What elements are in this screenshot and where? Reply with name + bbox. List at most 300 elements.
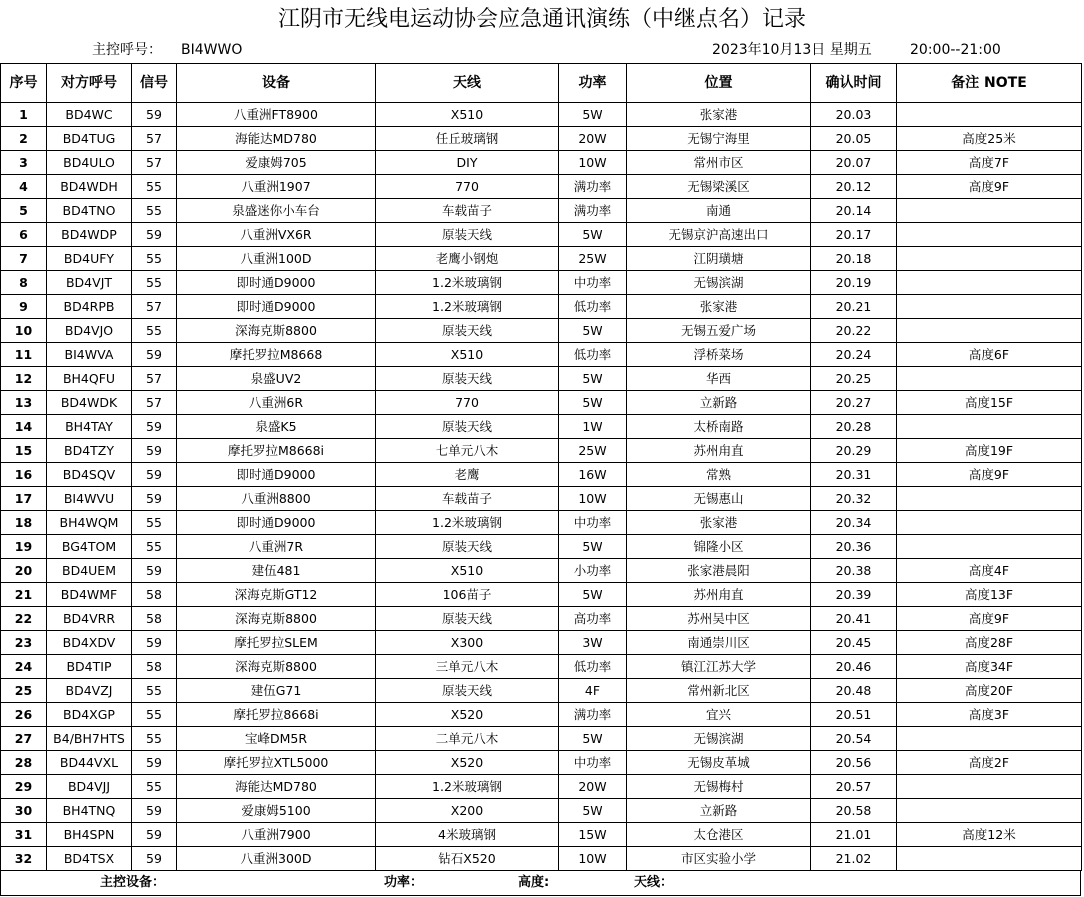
row-index-cell: 4 [1, 175, 47, 199]
power-cell: 1W [559, 415, 627, 439]
table-row [1, 823, 1082, 847]
location-cell: 无锡梅村 [627, 775, 811, 799]
location-cell: 苏州甪直 [627, 439, 811, 463]
call-sign-cell: BD4TIP [47, 655, 132, 679]
note-cell [897, 247, 1082, 271]
call-sign-cell: BD4WMF [47, 583, 132, 607]
device-cell: 爱康姆705 [177, 151, 376, 175]
signal-report-cell: 58 [132, 607, 177, 631]
device-cell: 摩托罗拉SLEM [177, 631, 376, 655]
signal-report-cell: 57 [132, 367, 177, 391]
confirm-time-cell: 21.02 [811, 847, 897, 871]
row-index-cell: 14 [1, 415, 47, 439]
row-index-cell: 13 [1, 391, 47, 415]
signal-report-cell: 59 [132, 343, 177, 367]
signal-report-cell: 59 [132, 751, 177, 775]
table-row [1, 511, 1082, 535]
power-cell: 5W [559, 727, 627, 751]
power-cell: 低功率 [559, 295, 627, 319]
row-index-cell: 30 [1, 799, 47, 823]
col-index-header: 序号 [1, 64, 47, 103]
table-row [1, 535, 1082, 559]
table-row [1, 247, 1082, 271]
power-cell: 25W [559, 247, 627, 271]
confirm-time-cell: 20.51 [811, 703, 897, 727]
row-index-cell: 5 [1, 199, 47, 223]
table-row [1, 847, 1082, 871]
call-sign-cell: BD4SQV [47, 463, 132, 487]
call-sign-cell: B4/BH7HTS [47, 727, 132, 751]
power-cell: 5W [559, 223, 627, 247]
antenna-cell: 原装天线 [376, 415, 559, 439]
page-title: 江阴市无线电运动协会应急通讯演练（中继点名）记录 [277, 7, 806, 32]
note-cell [897, 487, 1082, 511]
call-sign-cell: BH4TAY [47, 415, 132, 439]
power-cell: 中功率 [559, 511, 627, 535]
power-cell: 5W [559, 103, 627, 127]
location-cell: 常熟 [627, 463, 811, 487]
location-cell: 镇江江苏大学 [627, 655, 811, 679]
row-index-cell: 10 [1, 319, 47, 343]
confirm-time-cell: 20.48 [811, 679, 897, 703]
table-row [1, 463, 1082, 487]
table-row [1, 223, 1082, 247]
location-cell: 市区实验小学 [627, 847, 811, 871]
row-index-cell: 21 [1, 583, 47, 607]
location-cell: 常州市区 [627, 151, 811, 175]
location-cell: 无锡滨湖 [627, 271, 811, 295]
row-index-cell: 15 [1, 439, 47, 463]
table-row [1, 199, 1082, 223]
confirm-time-cell: 20.54 [811, 727, 897, 751]
signal-report-cell: 58 [132, 655, 177, 679]
location-cell: 常州新北区 [627, 679, 811, 703]
confirm-time-cell: 20.31 [811, 463, 897, 487]
signal-report-cell: 55 [132, 727, 177, 751]
confirm-time-cell: 20.22 [811, 319, 897, 343]
table-row [1, 583, 1082, 607]
call-sign-cell: BD4VJJ [47, 775, 132, 799]
log-table [0, 63, 1082, 871]
note-cell: 高度2F [897, 751, 1082, 775]
call-sign-cell: BD4WDK [47, 391, 132, 415]
table-row [1, 415, 1082, 439]
location-cell: 南通崇川区 [627, 631, 811, 655]
location-cell: 立新路 [627, 391, 811, 415]
note-cell [897, 799, 1082, 823]
signal-report-cell: 55 [132, 271, 177, 295]
table-row [1, 319, 1082, 343]
row-index-cell: 24 [1, 655, 47, 679]
antenna-cell: 任丘玻璃钢 [376, 127, 559, 151]
table-row [1, 439, 1082, 463]
note-cell [897, 295, 1082, 319]
device-cell: 建伍G71 [177, 679, 376, 703]
device-cell: 八重洲7R [177, 535, 376, 559]
footer-antenna-label: 天线： [634, 875, 674, 890]
power-cell: 3W [559, 631, 627, 655]
antenna-cell: 106苗子 [376, 583, 559, 607]
antenna-cell: DIY [376, 151, 559, 175]
signal-report-cell: 55 [132, 199, 177, 223]
call-sign-cell: BD4WDP [47, 223, 132, 247]
note-cell [897, 199, 1082, 223]
note-cell [897, 103, 1082, 127]
device-cell: 即时通D9000 [177, 271, 376, 295]
table-row [1, 343, 1082, 367]
table-row [1, 151, 1082, 175]
antenna-cell: 1.2米玻璃钢 [376, 295, 559, 319]
confirm-time-cell: 20.28 [811, 415, 897, 439]
power-cell: 5W [559, 367, 627, 391]
note-cell: 高度25米 [897, 127, 1082, 151]
call-sign-cell: BH4SPN [47, 823, 132, 847]
signal-report-cell: 55 [132, 247, 177, 271]
footer-power-label: 功率： [384, 875, 424, 890]
location-cell: 江阴璜塘 [627, 247, 811, 271]
device-cell: 建伍481 [177, 559, 376, 583]
power-cell: 5W [559, 391, 627, 415]
col-call-sign-header: 对方呼号 [47, 64, 132, 103]
row-index-cell: 8 [1, 271, 47, 295]
col-device-header: 设备 [177, 64, 376, 103]
call-sign-cell: BD4XGP [47, 703, 132, 727]
power-cell: 小功率 [559, 559, 627, 583]
log-time-range: 20:00--21:00 [910, 42, 1001, 58]
row-index-cell: 25 [1, 679, 47, 703]
footer-device-label: 主控设备： [100, 875, 166, 890]
table-row [1, 751, 1082, 775]
row-index-cell: 22 [1, 607, 47, 631]
antenna-cell: 二单元八木 [376, 727, 559, 751]
device-cell: 爱康姆5100 [177, 799, 376, 823]
signal-report-cell: 55 [132, 679, 177, 703]
device-cell: 泉盛迷你小车台 [177, 199, 376, 223]
location-cell: 锦隆小区 [627, 535, 811, 559]
table-row [1, 799, 1082, 823]
call-sign-cell: BG4TOM [47, 535, 132, 559]
power-cell: 4F [559, 679, 627, 703]
note-cell: 高度9F [897, 463, 1082, 487]
confirm-time-cell: 20.27 [811, 391, 897, 415]
call-sign-cell: BH4WQM [47, 511, 132, 535]
note-cell: 高度20F [897, 679, 1082, 703]
device-cell: 八重洲300D [177, 847, 376, 871]
call-sign-cell: BH4TNQ [47, 799, 132, 823]
note-cell: 高度15F [897, 391, 1082, 415]
power-cell: 10W [559, 151, 627, 175]
table-row [1, 655, 1082, 679]
antenna-cell: 原装天线 [376, 535, 559, 559]
control-call-sign: BI4WWO [181, 42, 243, 58]
signal-report-cell: 55 [132, 319, 177, 343]
device-cell: 即时通D9000 [177, 295, 376, 319]
row-index-cell: 2 [1, 127, 47, 151]
note-cell: 高度28F [897, 631, 1082, 655]
call-sign-cell: BI4WVU [47, 487, 132, 511]
row-index-cell: 1 [1, 103, 47, 127]
device-cell: 深海克斯GT12 [177, 583, 376, 607]
table-row [1, 631, 1082, 655]
signal-report-cell: 59 [132, 631, 177, 655]
power-cell: 高功率 [559, 607, 627, 631]
confirm-time-cell: 20.24 [811, 343, 897, 367]
table-row [1, 127, 1082, 151]
location-cell: 无锡惠山 [627, 487, 811, 511]
confirm-time-cell: 20.19 [811, 271, 897, 295]
antenna-cell: 770 [376, 391, 559, 415]
signal-report-cell: 59 [132, 487, 177, 511]
antenna-cell: X510 [376, 103, 559, 127]
signal-report-cell: 59 [132, 823, 177, 847]
antenna-cell: X520 [376, 703, 559, 727]
table-row [1, 679, 1082, 703]
confirm-time-cell: 20.57 [811, 775, 897, 799]
location-cell: 无锡皮革城 [627, 751, 811, 775]
antenna-cell: 三单元八木 [376, 655, 559, 679]
location-cell: 苏州吴中区 [627, 607, 811, 631]
table-row [1, 727, 1082, 751]
row-index-cell: 18 [1, 511, 47, 535]
table-row [1, 367, 1082, 391]
device-cell: 即时通D9000 [177, 511, 376, 535]
confirm-time-cell: 20.56 [811, 751, 897, 775]
row-index-cell: 26 [1, 703, 47, 727]
antenna-cell: X200 [376, 799, 559, 823]
note-cell: 高度12米 [897, 823, 1082, 847]
confirm-time-cell: 20.18 [811, 247, 897, 271]
col-location-header: 位置 [627, 64, 811, 103]
device-cell: 摩托罗拉M8668 [177, 343, 376, 367]
confirm-time-cell: 20.36 [811, 535, 897, 559]
device-cell: 泉盛UV2 [177, 367, 376, 391]
row-index-cell: 29 [1, 775, 47, 799]
confirm-time-cell: 20.46 [811, 655, 897, 679]
signal-report-cell: 57 [132, 295, 177, 319]
confirm-time-cell: 20.38 [811, 559, 897, 583]
confirm-time-cell: 20.25 [811, 367, 897, 391]
col-note-header: 备注 NOTE [897, 64, 1082, 103]
location-cell: 无锡京沪高速出口 [627, 223, 811, 247]
row-index-cell: 3 [1, 151, 47, 175]
call-sign-cell: BH4QFU [47, 367, 132, 391]
note-cell: 高度9F [897, 175, 1082, 199]
device-cell: 泉盛K5 [177, 415, 376, 439]
note-cell: 高度6F [897, 343, 1082, 367]
signal-report-cell: 59 [132, 799, 177, 823]
row-index-cell: 23 [1, 631, 47, 655]
table-row [1, 775, 1082, 799]
signal-report-cell: 57 [132, 391, 177, 415]
device-cell: 深海克斯8800 [177, 607, 376, 631]
signal-report-cell: 58 [132, 583, 177, 607]
power-cell: 低功率 [559, 655, 627, 679]
note-cell [897, 535, 1082, 559]
row-index-cell: 6 [1, 223, 47, 247]
signal-report-cell: 57 [132, 151, 177, 175]
confirm-time-cell: 20.21 [811, 295, 897, 319]
confirm-time-cell: 20.12 [811, 175, 897, 199]
location-cell: 太桥南路 [627, 415, 811, 439]
table-body [1, 103, 1082, 871]
table-row [1, 295, 1082, 319]
power-cell: 5W [559, 535, 627, 559]
note-cell [897, 223, 1082, 247]
table-row [1, 703, 1082, 727]
location-cell: 宜兴 [627, 703, 811, 727]
device-cell: 摩托罗拉8668i [177, 703, 376, 727]
note-cell: 高度19F [897, 439, 1082, 463]
call-sign-cell: BD4TZY [47, 439, 132, 463]
note-cell: 高度7F [897, 151, 1082, 175]
device-cell: 八重洲FT8900 [177, 103, 376, 127]
row-index-cell: 20 [1, 559, 47, 583]
antenna-cell: X520 [376, 751, 559, 775]
table-header-row [1, 64, 1082, 103]
row-index-cell: 31 [1, 823, 47, 847]
location-cell: 张家港 [627, 511, 811, 535]
location-cell: 张家港 [627, 295, 811, 319]
location-cell: 苏州甪直 [627, 583, 811, 607]
antenna-cell: 钻石X520 [376, 847, 559, 871]
confirm-time-cell: 20.39 [811, 583, 897, 607]
device-cell: 海能达MD780 [177, 127, 376, 151]
row-index-cell: 17 [1, 487, 47, 511]
antenna-cell: 原装天线 [376, 367, 559, 391]
confirm-time-cell: 20.41 [811, 607, 897, 631]
location-cell: 太仓港区 [627, 823, 811, 847]
row-index-cell: 16 [1, 463, 47, 487]
note-cell: 高度9F [897, 607, 1082, 631]
device-cell: 即时通D9000 [177, 463, 376, 487]
antenna-cell: 1.2米玻璃钢 [376, 775, 559, 799]
power-cell: 低功率 [559, 343, 627, 367]
power-cell: 16W [559, 463, 627, 487]
location-cell: 华西 [627, 367, 811, 391]
antenna-cell: 七单元八木 [376, 439, 559, 463]
call-sign-cell: BD4ULO [47, 151, 132, 175]
confirm-time-cell: 20.34 [811, 511, 897, 535]
confirm-time-cell: 20.17 [811, 223, 897, 247]
call-sign-cell: BD4UEM [47, 559, 132, 583]
table-row [1, 487, 1082, 511]
row-index-cell: 19 [1, 535, 47, 559]
device-cell: 八重洲VX6R [177, 223, 376, 247]
power-cell: 5W [559, 583, 627, 607]
table-row [1, 607, 1082, 631]
power-cell: 25W [559, 439, 627, 463]
note-cell: 高度34F [897, 655, 1082, 679]
signal-report-cell: 59 [132, 439, 177, 463]
antenna-cell: 770 [376, 175, 559, 199]
note-cell [897, 775, 1082, 799]
confirm-time-cell: 20.45 [811, 631, 897, 655]
note-cell [897, 847, 1082, 871]
row-index-cell: 32 [1, 847, 47, 871]
note-cell: 高度4F [897, 559, 1082, 583]
power-cell: 15W [559, 823, 627, 847]
note-cell: 高度3F [897, 703, 1082, 727]
device-cell: 海能达MD780 [177, 775, 376, 799]
signal-report-cell: 55 [132, 703, 177, 727]
confirm-time-cell: 20.29 [811, 439, 897, 463]
signal-report-cell: 55 [132, 175, 177, 199]
device-cell: 摩托罗拉XTL5000 [177, 751, 376, 775]
table-row [1, 559, 1082, 583]
device-cell: 摩托罗拉M8668i [177, 439, 376, 463]
call-sign-cell: BD4UFY [47, 247, 132, 271]
call-sign-cell: BD4TNO [47, 199, 132, 223]
table-row [1, 103, 1082, 127]
note-cell: 高度13F [897, 583, 1082, 607]
antenna-cell: X510 [376, 559, 559, 583]
location-cell: 南通 [627, 199, 811, 223]
device-cell: 宝峰DM5R [177, 727, 376, 751]
antenna-cell: 原装天线 [376, 679, 559, 703]
col-antenna-header: 天线 [376, 64, 559, 103]
antenna-cell: X510 [376, 343, 559, 367]
device-cell: 八重洲7900 [177, 823, 376, 847]
call-sign-cell: BD4VJO [47, 319, 132, 343]
device-cell: 八重洲100D [177, 247, 376, 271]
signal-report-cell: 59 [132, 559, 177, 583]
signal-report-cell: 55 [132, 535, 177, 559]
location-cell: 浮桥菜场 [627, 343, 811, 367]
note-cell [897, 511, 1082, 535]
row-index-cell: 7 [1, 247, 47, 271]
row-index-cell: 28 [1, 751, 47, 775]
call-sign-cell: BD4VRR [47, 607, 132, 631]
row-index-cell: 11 [1, 343, 47, 367]
col-power-header: 功率 [559, 64, 627, 103]
log-date: 2023年10月13日 星期五 [712, 42, 872, 58]
antenna-cell: 原装天线 [376, 319, 559, 343]
antenna-cell: 老鹰 [376, 463, 559, 487]
power-cell: 满功率 [559, 199, 627, 223]
call-sign-cell: BD44VXL [47, 751, 132, 775]
location-cell: 立新路 [627, 799, 811, 823]
power-cell: 20W [559, 775, 627, 799]
device-cell: 八重洲8800 [177, 487, 376, 511]
location-cell: 无锡五爱广场 [627, 319, 811, 343]
power-cell: 5W [559, 319, 627, 343]
note-cell [897, 727, 1082, 751]
device-cell: 八重洲1907 [177, 175, 376, 199]
call-sign-cell: BD4WDH [47, 175, 132, 199]
antenna-cell: 1.2米玻璃钢 [376, 271, 559, 295]
antenna-cell: 4米玻璃钢 [376, 823, 559, 847]
location-cell: 无锡宁海里 [627, 127, 811, 151]
power-cell: 满功率 [559, 175, 627, 199]
power-cell: 5W [559, 799, 627, 823]
row-index-cell: 9 [1, 295, 47, 319]
power-cell: 中功率 [559, 271, 627, 295]
signal-report-cell: 57 [132, 127, 177, 151]
antenna-cell: 老鹰小钢炮 [376, 247, 559, 271]
table-row [1, 175, 1082, 199]
confirm-time-cell: 21.01 [811, 823, 897, 847]
confirm-time-cell: 20.03 [811, 103, 897, 127]
power-cell: 20W [559, 127, 627, 151]
call-sign-cell: BD4WC [47, 103, 132, 127]
control-call-label: 主控呼号： [92, 42, 162, 58]
signal-report-cell: 59 [132, 415, 177, 439]
power-cell: 中功率 [559, 751, 627, 775]
antenna-cell: 车载苗子 [376, 487, 559, 511]
confirm-time-cell: 20.32 [811, 487, 897, 511]
antenna-cell: X300 [376, 631, 559, 655]
call-sign-cell: BD4TSX [47, 847, 132, 871]
